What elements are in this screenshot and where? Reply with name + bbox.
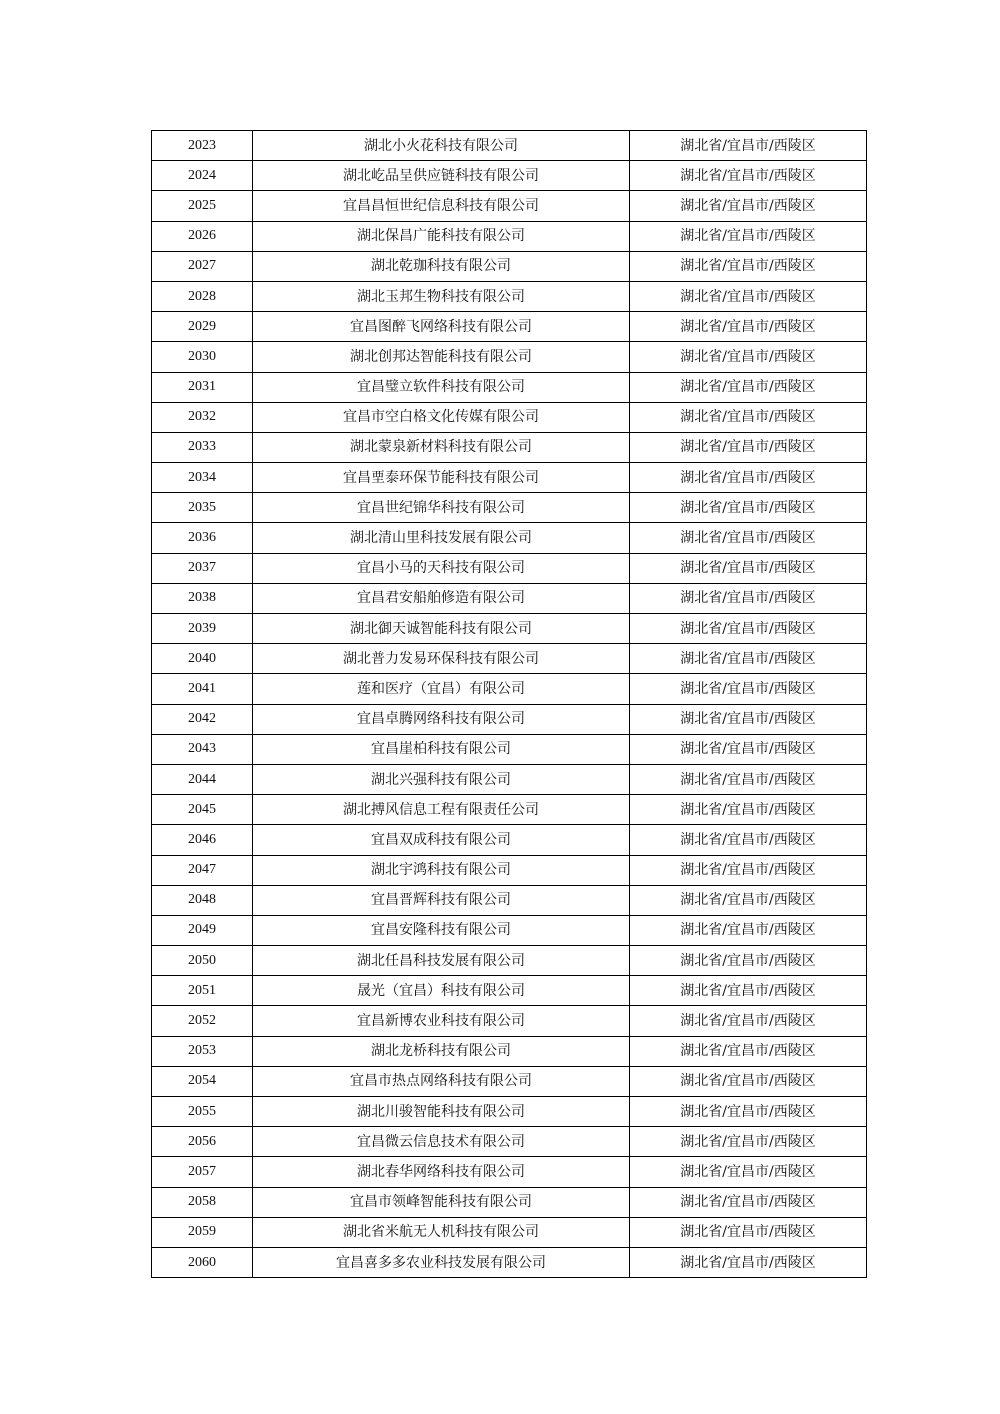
region-cell: 湖北省/宜昌市/西陵区	[630, 1157, 867, 1187]
row-number-cell: 2045	[152, 795, 253, 825]
region-cell: 湖北省/宜昌市/西陵区	[630, 1247, 867, 1277]
table-row	[152, 1066, 867, 1096]
region-cell: 湖北省/宜昌市/西陵区	[630, 402, 867, 432]
row-number-cell: 2034	[152, 463, 253, 493]
region-cell: 湖北省/宜昌市/西陵区	[630, 855, 867, 885]
company-name-cell: 湖北保昌广能科技有限公司	[253, 221, 630, 251]
row-number-cell: 2057	[152, 1157, 253, 1187]
company-name-cell: 湖北蒙泉新材料科技有限公司	[253, 432, 630, 462]
region-cell: 湖北省/宜昌市/西陵区	[630, 674, 867, 704]
region-cell: 湖北省/宜昌市/西陵区	[630, 885, 867, 915]
company-name-cell: 宜昌市热点网络科技有限公司	[253, 1066, 630, 1096]
table-row	[152, 946, 867, 976]
table-row	[152, 1247, 867, 1277]
company-name-cell: 宜昌世纪锦华科技有限公司	[253, 493, 630, 523]
table-row	[152, 855, 867, 885]
row-number-cell: 2040	[152, 644, 253, 674]
company-name-cell: 宜昌晋辉科技有限公司	[253, 885, 630, 915]
company-name-cell: 宜昌市空白格文化传媒有限公司	[253, 402, 630, 432]
row-number-cell: 2050	[152, 946, 253, 976]
region-cell: 湖北省/宜昌市/西陵区	[630, 614, 867, 644]
region-cell: 湖北省/宜昌市/西陵区	[630, 976, 867, 1006]
region-cell: 湖北省/宜昌市/西陵区	[630, 644, 867, 674]
region-cell: 湖北省/宜昌市/西陵区	[630, 1006, 867, 1036]
row-number-cell: 2028	[152, 281, 253, 311]
region-cell: 湖北省/宜昌市/西陵区	[630, 281, 867, 311]
table-row	[152, 1187, 867, 1217]
company-name-cell: 宜昌新博农业科技有限公司	[253, 1006, 630, 1036]
region-cell: 湖北省/宜昌市/西陵区	[630, 1187, 867, 1217]
company-name-cell: 湖北普力发易环保科技有限公司	[253, 644, 630, 674]
region-cell: 湖北省/宜昌市/西陵区	[630, 1097, 867, 1127]
region-cell: 湖北省/宜昌市/西陵区	[630, 463, 867, 493]
company-name-cell: 宜昌喜多多农业科技发展有限公司	[253, 1247, 630, 1277]
row-number-cell: 2024	[152, 161, 253, 191]
table-row	[152, 372, 867, 402]
row-number-cell: 2038	[152, 583, 253, 613]
region-cell: 湖北省/宜昌市/西陵区	[630, 1217, 867, 1247]
region-cell: 湖北省/宜昌市/西陵区	[630, 583, 867, 613]
table-row	[152, 523, 867, 553]
region-cell: 湖北省/宜昌市/西陵区	[630, 493, 867, 523]
region-cell: 湖北省/宜昌市/西陵区	[630, 312, 867, 342]
company-name-cell: 湖北川骏智能科技有限公司	[253, 1097, 630, 1127]
row-number-cell: 2041	[152, 674, 253, 704]
row-number-cell: 2053	[152, 1036, 253, 1066]
row-number-cell: 2042	[152, 704, 253, 734]
table-row	[152, 583, 867, 613]
region-cell: 湖北省/宜昌市/西陵区	[630, 1036, 867, 1066]
row-number-cell: 2052	[152, 1006, 253, 1036]
company-name-cell: 湖北搏风信息工程有限责任公司	[253, 795, 630, 825]
region-cell: 湖北省/宜昌市/西陵区	[630, 734, 867, 764]
region-cell: 湖北省/宜昌市/西陵区	[630, 131, 867, 161]
row-number-cell: 2056	[152, 1127, 253, 1157]
table-row	[152, 1036, 867, 1066]
region-cell: 湖北省/宜昌市/西陵区	[630, 915, 867, 945]
region-cell: 湖北省/宜昌市/西陵区	[630, 251, 867, 281]
company-name-cell: 宜昌崖柏科技有限公司	[253, 734, 630, 764]
table-row	[152, 191, 867, 221]
row-number-cell: 2049	[152, 915, 253, 945]
table-row	[152, 674, 867, 704]
row-number-cell: 2036	[152, 523, 253, 553]
table-body	[152, 131, 867, 1278]
company-name-cell: 晟光（宜昌）科技有限公司	[253, 976, 630, 1006]
table-row	[152, 704, 867, 734]
region-cell: 湖北省/宜昌市/西陵区	[630, 372, 867, 402]
company-name-cell: 湖北任昌科技发展有限公司	[253, 946, 630, 976]
company-name-cell: 湖北御天诚智能科技有限公司	[253, 614, 630, 644]
row-number-cell: 2059	[152, 1217, 253, 1247]
company-name-cell: 宜昌垔泰环保节能科技有限公司	[253, 463, 630, 493]
company-name-cell: 湖北宇鸿科技有限公司	[253, 855, 630, 885]
company-name-cell: 宜昌卓腾网络科技有限公司	[253, 704, 630, 734]
table-row	[152, 221, 867, 251]
row-number-cell: 2043	[152, 734, 253, 764]
company-table	[151, 130, 867, 1278]
row-number-cell: 2047	[152, 855, 253, 885]
row-number-cell: 2058	[152, 1187, 253, 1217]
row-number-cell: 2054	[152, 1066, 253, 1096]
table-row	[152, 161, 867, 191]
company-name-cell: 宜昌昌恒世纪信息科技有限公司	[253, 191, 630, 221]
row-number-cell: 2025	[152, 191, 253, 221]
table-row	[152, 764, 867, 794]
company-name-cell: 宜昌市领峰智能科技有限公司	[253, 1187, 630, 1217]
region-cell: 湖北省/宜昌市/西陵区	[630, 946, 867, 976]
table-row	[152, 976, 867, 1006]
row-number-cell: 2033	[152, 432, 253, 462]
row-number-cell: 2030	[152, 342, 253, 372]
table-row	[152, 1127, 867, 1157]
company-name-cell: 湖北小火花科技有限公司	[253, 131, 630, 161]
company-name-cell: 宜昌微云信息技术有限公司	[253, 1127, 630, 1157]
row-number-cell: 2044	[152, 764, 253, 794]
region-cell: 湖北省/宜昌市/西陵区	[630, 704, 867, 734]
company-name-cell: 湖北屹品呈供应链科技有限公司	[253, 161, 630, 191]
row-number-cell: 2031	[152, 372, 253, 402]
company-name-cell: 湖北玉邦生物科技有限公司	[253, 281, 630, 311]
company-name-cell: 莲和医疗（宜昌）有限公司	[253, 674, 630, 704]
table-row	[152, 131, 867, 161]
table-row	[152, 795, 867, 825]
row-number-cell: 2037	[152, 553, 253, 583]
company-name-cell: 宜昌小马的天科技有限公司	[253, 553, 630, 583]
company-name-cell: 湖北乾珈科技有限公司	[253, 251, 630, 281]
row-number-cell: 2023	[152, 131, 253, 161]
row-number-cell: 2048	[152, 885, 253, 915]
row-number-cell: 2051	[152, 976, 253, 1006]
company-name-cell: 湖北春华网络科技有限公司	[253, 1157, 630, 1187]
company-name-cell: 宜昌君安船舶修造有限公司	[253, 583, 630, 613]
region-cell: 湖北省/宜昌市/西陵区	[630, 191, 867, 221]
table-row	[152, 493, 867, 523]
table-row	[152, 644, 867, 674]
table-row	[152, 402, 867, 432]
table-row	[152, 1006, 867, 1036]
table-row	[152, 614, 867, 644]
table-row	[152, 432, 867, 462]
region-cell: 湖北省/宜昌市/西陵区	[630, 1127, 867, 1157]
row-number-cell: 2027	[152, 251, 253, 281]
region-cell: 湖北省/宜昌市/西陵区	[630, 221, 867, 251]
region-cell: 湖北省/宜昌市/西陵区	[630, 795, 867, 825]
region-cell: 湖北省/宜昌市/西陵区	[630, 342, 867, 372]
company-name-cell: 宜昌双成科技有限公司	[253, 825, 630, 855]
table-row	[152, 885, 867, 915]
table-row	[152, 342, 867, 372]
company-name-cell: 湖北兴强科技有限公司	[253, 764, 630, 794]
row-number-cell: 2060	[152, 1247, 253, 1277]
row-number-cell: 2026	[152, 221, 253, 251]
row-number-cell: 2055	[152, 1097, 253, 1127]
row-number-cell: 2046	[152, 825, 253, 855]
table-row	[152, 734, 867, 764]
region-cell: 湖北省/宜昌市/西陵区	[630, 432, 867, 462]
table-row	[152, 1097, 867, 1127]
row-number-cell: 2035	[152, 493, 253, 523]
table-row	[152, 1157, 867, 1187]
company-name-cell: 宜昌璧立软件科技有限公司	[253, 372, 630, 402]
table-row	[152, 553, 867, 583]
company-name-cell: 湖北创邦达智能科技有限公司	[253, 342, 630, 372]
region-cell: 湖北省/宜昌市/西陵区	[630, 523, 867, 553]
region-cell: 湖北省/宜昌市/西陵区	[630, 825, 867, 855]
table-row	[152, 915, 867, 945]
company-name-cell: 湖北省米航无人机科技有限公司	[253, 1217, 630, 1247]
row-number-cell: 2039	[152, 614, 253, 644]
company-name-cell: 湖北清山里科技发展有限公司	[253, 523, 630, 553]
region-cell: 湖北省/宜昌市/西陵区	[630, 1066, 867, 1096]
company-name-cell: 湖北龙桥科技有限公司	[253, 1036, 630, 1066]
region-cell: 湖北省/宜昌市/西陵区	[630, 553, 867, 583]
table-row	[152, 825, 867, 855]
table-row	[152, 281, 867, 311]
table-row	[152, 312, 867, 342]
row-number-cell: 2029	[152, 312, 253, 342]
row-number-cell: 2032	[152, 402, 253, 432]
region-cell: 湖北省/宜昌市/西陵区	[630, 764, 867, 794]
table-row	[152, 251, 867, 281]
table-row	[152, 463, 867, 493]
table-row	[152, 1217, 867, 1247]
region-cell: 湖北省/宜昌市/西陵区	[630, 161, 867, 191]
company-name-cell: 宜昌安隆科技有限公司	[253, 915, 630, 945]
company-name-cell: 宜昌图醉飞网络科技有限公司	[253, 312, 630, 342]
